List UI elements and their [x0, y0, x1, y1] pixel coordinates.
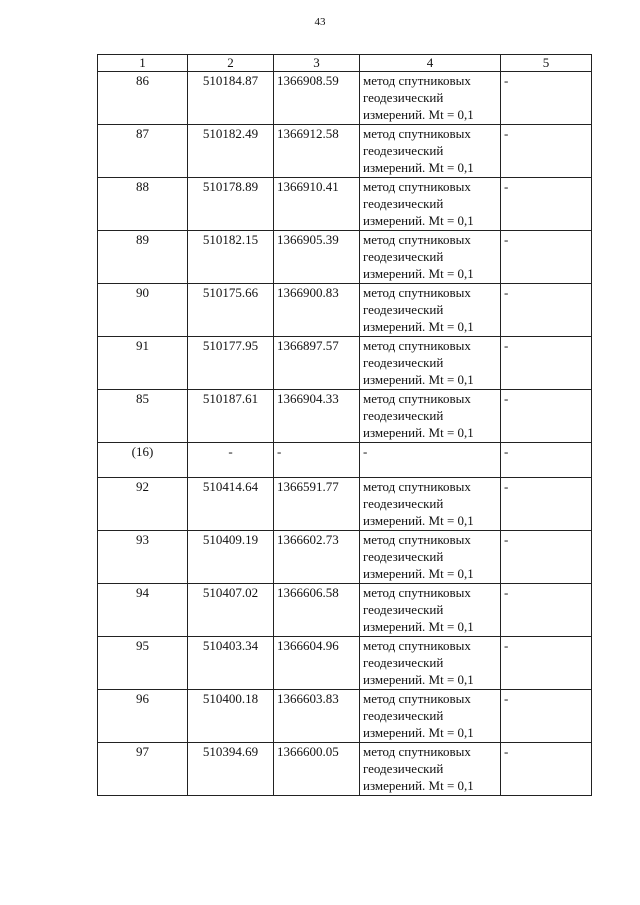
y-coordinate-cell: 1366904.33	[274, 390, 360, 443]
method-text-line: геодезический	[363, 708, 444, 723]
table-row	[98, 72, 592, 125]
method-text-line: геодезический	[363, 602, 444, 617]
note-cell: -	[501, 72, 592, 125]
method-text-line: измерений. Mt = 0,1	[363, 513, 474, 528]
y-coordinate-cell: 1366905.39	[274, 231, 360, 284]
method-text-line: геодезический	[363, 196, 444, 211]
method-text-line: метод спутниковых	[363, 338, 471, 353]
point-number-cell: 88	[98, 178, 188, 231]
point-number-cell: 93	[98, 531, 188, 584]
method-cell	[360, 531, 501, 584]
method-text-line: измерений. Mt = 0,1	[363, 319, 474, 334]
method-text-line: метод спутниковых	[363, 638, 471, 653]
column-header: 4	[360, 55, 501, 72]
y-coordinate-cell: -	[274, 443, 360, 478]
method-text-line: измерений. Mt = 0,1	[363, 778, 474, 793]
x-coordinate-cell: 510403.34	[188, 637, 274, 690]
method-cell	[360, 443, 501, 478]
method-text-line: измерений. Mt = 0,1	[363, 160, 474, 175]
table-header-row	[98, 55, 592, 72]
method-cell	[360, 743, 501, 796]
method-text-line: измерений. Mt = 0,1	[363, 372, 474, 387]
note-cell: -	[501, 390, 592, 443]
point-number-cell: 96	[98, 690, 188, 743]
method-text-line: измерений. Mt = 0,1	[363, 425, 474, 440]
table-row	[98, 284, 592, 337]
method-cell	[360, 284, 501, 337]
point-number-cell: 87	[98, 125, 188, 178]
y-coordinate-cell: 1366591.77	[274, 478, 360, 531]
note-cell: -	[501, 178, 592, 231]
method-text-line: геодезический	[363, 761, 444, 776]
note-cell: -	[501, 284, 592, 337]
x-coordinate-cell: 510407.02	[188, 584, 274, 637]
point-number-cell: 97	[98, 743, 188, 796]
method-text-line: геодезический	[363, 302, 444, 317]
table-row	[98, 637, 592, 690]
x-coordinate-cell: 510182.49	[188, 125, 274, 178]
y-coordinate-cell: 1366912.58	[274, 125, 360, 178]
y-coordinate-cell: 1366602.73	[274, 531, 360, 584]
y-coordinate-cell: 1366908.59	[274, 72, 360, 125]
column-header: 5	[501, 55, 592, 72]
table-row	[98, 690, 592, 743]
table-row	[98, 178, 592, 231]
note-cell: -	[501, 531, 592, 584]
x-coordinate-cell: 510409.19	[188, 531, 274, 584]
point-number-cell: 90	[98, 284, 188, 337]
table-row	[98, 125, 592, 178]
point-number-cell: (16)	[98, 443, 188, 478]
method-cell	[360, 637, 501, 690]
method-text-line: измерений. Mt = 0,1	[363, 566, 474, 581]
method-text-line: метод спутниковых	[363, 479, 471, 494]
x-coordinate-cell: -	[188, 443, 274, 478]
method-text-line: измерений. Mt = 0,1	[363, 213, 474, 228]
note-cell: -	[501, 584, 592, 637]
method-text-line: геодезический	[363, 90, 444, 105]
method-text-line: измерений. Mt = 0,1	[363, 672, 474, 687]
method-text-line: метод спутниковых	[363, 126, 471, 141]
method-text-line: геодезический	[363, 496, 444, 511]
method-text-line: метод спутниковых	[363, 73, 471, 88]
method-text-line: геодезический	[363, 549, 444, 564]
note-cell: -	[501, 743, 592, 796]
method-text-line: метод спутниковых	[363, 585, 471, 600]
x-coordinate-cell: 510394.69	[188, 743, 274, 796]
method-cell	[360, 390, 501, 443]
method-text-line: геодезический	[363, 249, 444, 264]
note-cell: -	[501, 337, 592, 390]
method-cell	[360, 178, 501, 231]
point-number-cell: 91	[98, 337, 188, 390]
note-cell: -	[501, 637, 592, 690]
x-coordinate-cell: 510187.61	[188, 390, 274, 443]
x-coordinate-cell: 510182.15	[188, 231, 274, 284]
method-text-line: метод спутниковых	[363, 179, 471, 194]
note-cell: -	[501, 231, 592, 284]
method-text-line: -	[363, 444, 368, 459]
method-cell	[360, 125, 501, 178]
table-row	[98, 584, 592, 637]
method-text-line: геодезический	[363, 655, 444, 670]
x-coordinate-cell: 510400.18	[188, 690, 274, 743]
column-header: 2	[188, 55, 274, 72]
method-cell	[360, 72, 501, 125]
y-coordinate-cell: 1366600.05	[274, 743, 360, 796]
table-row	[98, 337, 592, 390]
note-cell: -	[501, 690, 592, 743]
page-number: 43	[314, 16, 326, 28]
table-row	[98, 443, 592, 478]
method-cell	[360, 478, 501, 531]
method-cell	[360, 584, 501, 637]
y-coordinate-cell: 1366900.83	[274, 284, 360, 337]
method-cell	[360, 231, 501, 284]
table-row	[98, 531, 592, 584]
table-row	[98, 231, 592, 284]
method-text-line: метод спутниковых	[363, 285, 471, 300]
method-text-line: измерений. Mt = 0,1	[363, 619, 474, 634]
coordinates-table	[97, 54, 592, 796]
table-row	[98, 743, 592, 796]
x-coordinate-cell: 510184.87	[188, 72, 274, 125]
method-text-line: метод спутниковых	[363, 232, 471, 247]
column-header: 1	[98, 55, 188, 72]
x-coordinate-cell: 510178.89	[188, 178, 274, 231]
table-row	[98, 390, 592, 443]
y-coordinate-cell: 1366897.57	[274, 337, 360, 390]
method-text-line: метод спутниковых	[363, 391, 471, 406]
method-text-line: метод спутниковых	[363, 744, 471, 759]
table-row	[98, 478, 592, 531]
point-number-cell: 86	[98, 72, 188, 125]
y-coordinate-cell: 1366606.58	[274, 584, 360, 637]
x-coordinate-cell: 510177.95	[188, 337, 274, 390]
point-number-cell: 94	[98, 584, 188, 637]
method-text-line: геодезический	[363, 143, 444, 158]
x-coordinate-cell: 510175.66	[188, 284, 274, 337]
x-coordinate-cell: 510414.64	[188, 478, 274, 531]
y-coordinate-cell: 1366910.41	[274, 178, 360, 231]
point-number-cell: 92	[98, 478, 188, 531]
method-text-line: метод спутниковых	[363, 691, 471, 706]
note-cell: -	[501, 125, 592, 178]
y-coordinate-cell: 1366603.83	[274, 690, 360, 743]
column-header: 3	[274, 55, 360, 72]
method-text-line: геодезический	[363, 355, 444, 370]
method-cell	[360, 690, 501, 743]
method-text-line: метод спутниковых	[363, 532, 471, 547]
point-number-cell: 89	[98, 231, 188, 284]
method-text-line: измерений. Mt = 0,1	[363, 107, 474, 122]
point-number-cell: 95	[98, 637, 188, 690]
method-text-line: геодезический	[363, 408, 444, 423]
point-number-cell: 85	[98, 390, 188, 443]
note-cell: -	[501, 443, 592, 478]
method-text-line: измерений. Mt = 0,1	[363, 266, 474, 281]
y-coordinate-cell: 1366604.96	[274, 637, 360, 690]
method-cell	[360, 337, 501, 390]
method-text-line: измерений. Mt = 0,1	[363, 725, 474, 740]
note-cell: -	[501, 478, 592, 531]
